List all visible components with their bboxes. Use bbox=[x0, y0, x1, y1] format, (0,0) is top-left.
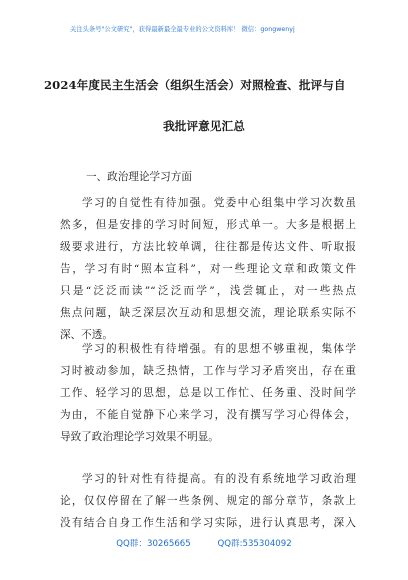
paragraph-line: 工作、轻学习的思想，总是以工作忙、任务重、没时间学 bbox=[60, 387, 356, 399]
paragraph-1 bbox=[60, 192, 356, 346]
footer-qq-group-1: QQ群：30265665 bbox=[116, 539, 191, 549]
header-promo-note: 关注头条号"公文研究"，获得最新最全最专业的公文资料库！ 微信：gongwenyj bbox=[70, 26, 295, 33]
paragraph-line: 然多，但是安排的学习时间短，形式单一。大多是根据上 bbox=[60, 219, 356, 231]
paragraph-line: 导致了政治理论学习效果不明显。 bbox=[60, 431, 219, 443]
paragraph-line: 论，仅仅停留在了解一些条例、规定的部分章节，条款上 bbox=[60, 495, 356, 507]
paragraph-line: 级要求进行，方法比较单调，往往都是传达文件、听取报 bbox=[60, 241, 356, 253]
paragraph-line: 焦点问题，缺乏深层次互动和思想交流，理论联系实际不 bbox=[60, 307, 356, 319]
paragraph-line: 学习的针对性有待提高。有的没有系统地学习政治理 bbox=[82, 473, 356, 485]
paragraph-line: 学习的积极性有待增强。有的思想不够重视，集体学 bbox=[82, 343, 356, 355]
paragraph-2 bbox=[60, 338, 356, 448]
paragraph-line: 深、不透。 bbox=[60, 329, 113, 341]
section-heading: 一、政治理论学习方面 bbox=[86, 171, 192, 183]
footer-contact bbox=[0, 537, 408, 549]
paragraph-line: 学习的自觉性有待加强。党委中心组集中学习次数虽 bbox=[82, 197, 356, 209]
paragraph-line: 告，学习有时“照本宣科”，对一些理论文章和政策文件 bbox=[60, 263, 356, 275]
paragraph-line: 没有结合自身工作生活和学习实际，进行认真思考，深入 bbox=[60, 517, 356, 529]
paragraph-line: 为由，不能自觉静下心来学习，没有撰写学习心得体会， bbox=[60, 409, 356, 421]
paragraph-line: 只是“泛泛而读”“泛泛而学”，浅尝辄止，对一些热点 bbox=[60, 285, 356, 297]
footer-qq-group-2: QQ群:535304092 bbox=[217, 539, 292, 549]
document-title-line-2: 我批评意见汇总 bbox=[163, 119, 245, 133]
document-title-line-1: 2024年度民主生活会（组织生活会）对照检查、批评与自 bbox=[44, 78, 346, 92]
paragraph-3 bbox=[60, 468, 356, 534]
paragraph-line: 习时被动参加，缺乏热情，工作与学习矛盾突出，存在重 bbox=[60, 365, 356, 377]
